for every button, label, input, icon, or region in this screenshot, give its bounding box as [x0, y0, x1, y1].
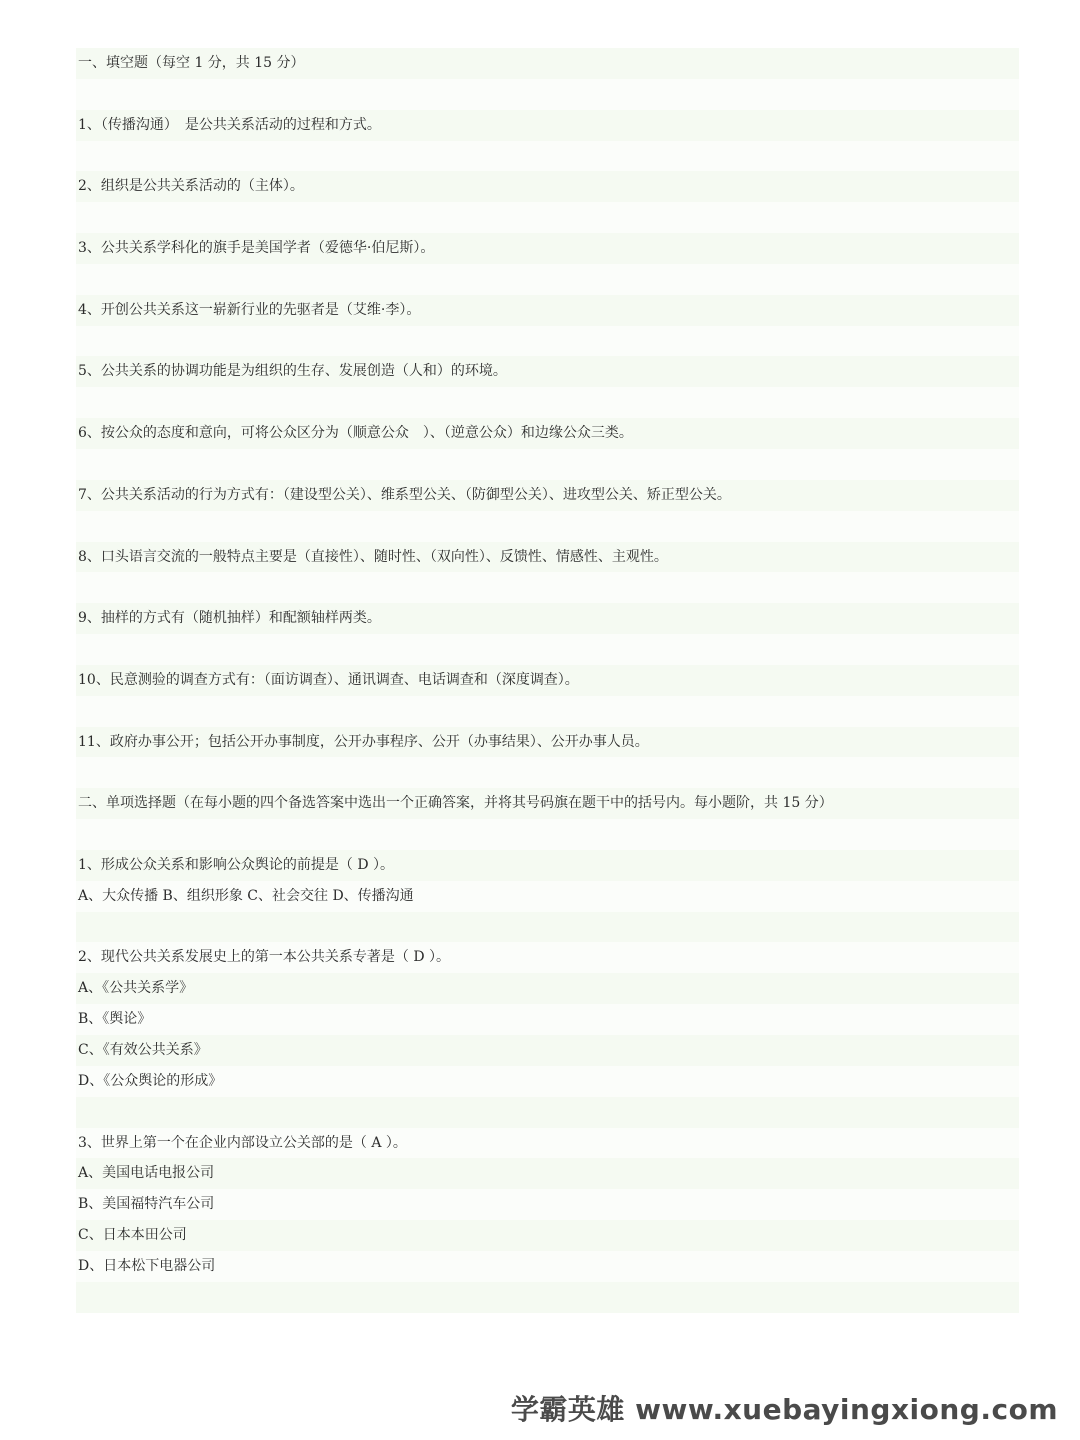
blank-line [76, 696, 1019, 727]
blank-line [76, 757, 1019, 788]
blank-line [76, 819, 1019, 850]
choice-question-3-option-b: B、美国福特汽车公司 [76, 1189, 1019, 1220]
fill-item-2: 2、组织是公共关系活动的（主体）。 [76, 171, 1019, 202]
fill-item-3: 3、公共关系学科化的旗手是美国学者（爱德华·伯尼斯）。 [76, 233, 1019, 264]
blank-line [76, 634, 1019, 665]
fill-item-10: 10、民意测验的调查方式有：（面访调查）、通讯调查、电话调查和（深度调查）。 [76, 665, 1019, 696]
site-watermark: 学霸英雄 www.xuebayingxiong.com [510, 1393, 1058, 1426]
choice-question-3-option-d: D、日本松下电器公司 [76, 1251, 1019, 1282]
fill-item-8: 8、口头语言交流的一般特点主要是（直接性）、随时性、（双向性）、反馈性、情感性、主观性。 [76, 542, 1019, 573]
choice-question-3-option-c: C、日本本田公司 [76, 1220, 1019, 1251]
choice-question-3-option-a: A、美国电话电报公司 [76, 1158, 1019, 1189]
blank-line [76, 264, 1019, 295]
choice-question-2-option-d: D、《公众舆论的形成》 [76, 1066, 1019, 1097]
section-2-heading: 二、单项选择题（在每小题的四个备选答案中选出一个正确答案，并将其号码旗在题干中的括号内。每小题阶，共 15 分） [76, 788, 1019, 819]
fill-item-11: 11、政府办事公开；包括公开办事制度，公开办事程序、公开（办事结果）、公开办事人员。 [76, 727, 1019, 758]
choice-question-2: 2、现代公共关系发展史上的第一本公共关系专著是（ D ）。 [76, 942, 1019, 973]
fill-item-9: 9、抽样的方式有（随机抽样）和配额轴样两类。 [76, 603, 1019, 634]
blank-line [76, 511, 1019, 542]
blank-line [76, 326, 1019, 357]
choice-question-3: 3、世界上第一个在企业内部设立公关部的是（ A ）。 [76, 1128, 1019, 1159]
blank-line [76, 141, 1019, 172]
blank-line [76, 1282, 1019, 1313]
choice-question-2-option-b: B、《舆论》 [76, 1004, 1019, 1035]
fill-item-4: 4、开创公共关系这一崭新行业的先驱者是（艾维·李）。 [76, 295, 1019, 326]
blank-line [76, 572, 1019, 603]
document-body [76, 48, 1019, 1310]
fill-item-1: 1、（传播沟通） 是公共关系活动的过程和方式。 [76, 110, 1019, 141]
choice-question-2-option-c: C、《有效公共关系》 [76, 1035, 1019, 1066]
fill-item-6: 6、按公众的态度和意向，可将公众区分为（顺意公众 ）、（逆意公众）和边缘公众三类。 [76, 418, 1019, 449]
blank-line [76, 79, 1019, 110]
fill-item-7: 7、公共关系活动的行为方式有：（建设型公关）、维系型公关、（防御型公关）、进攻型公关、矫正型公关。 [76, 480, 1019, 511]
blank-line [76, 387, 1019, 418]
blank-line [76, 449, 1019, 480]
blank-line [76, 202, 1019, 233]
choice-question-1: 1、形成公众关系和影响公众舆论的前提是（ D ）。 [76, 850, 1019, 881]
fill-item-5: 5、公共关系的协调功能是为组织的生存、发展创造（人和）的环境。 [76, 356, 1019, 387]
blank-line [76, 912, 1019, 943]
choice-question-2-option-a: A、《公共关系学》 [76, 973, 1019, 1004]
choice-question-1-options: A、大众传播 B、组织形象 C、社会交往 D、传播沟通 [76, 881, 1019, 912]
section-1-heading: 一、填空题（每空 1 分，共 15 分） [76, 48, 1019, 79]
blank-line [76, 1097, 1019, 1128]
